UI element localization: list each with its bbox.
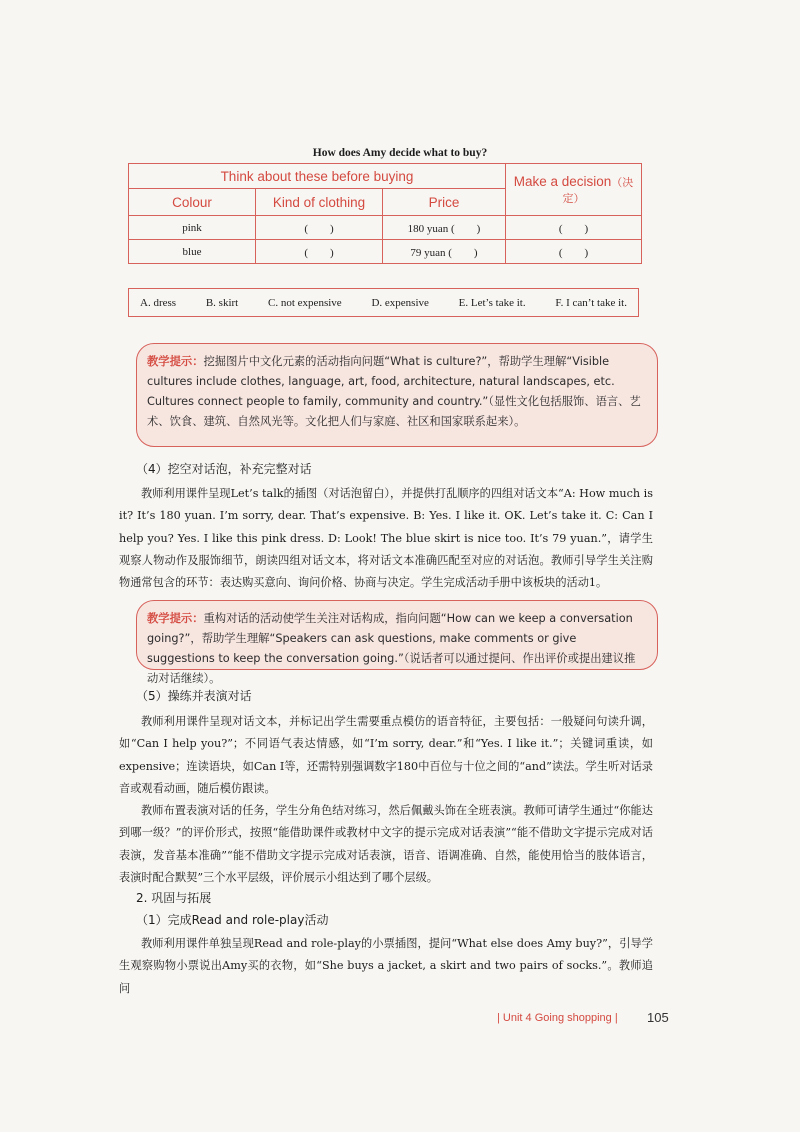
cell-decision: ( ): [506, 216, 642, 240]
section-heading: 2. 巩固与拓展: [136, 891, 212, 905]
table-row: [129, 240, 642, 264]
kind-header: Kind of clothing: [256, 189, 383, 216]
option-item: D. expensive: [371, 296, 429, 309]
decision-header: Make a decision（决定）: [506, 164, 642, 216]
paragraph: 教师利用课件呈现对话文本，并标记出学生需要重点模仿的语音特征，主要包括：一般疑问句读升调，如“Can I help you?”；不同语气表达情感，如“I’m sorry, dear.”和“Yes. I like it.”；关键词重读，如expensive；连读语块，如Can I等，还需特别强调数字180中百位与十位之间的“and”读法。学生听对话录音或观看动画，随后模仿跟读。: [119, 715, 653, 795]
paragraph: 教师利用课件呈现Let’s talk的插图（对话泡留白），并提供打乱顺序的四组对话文本“A: How much is it? It’s 180 yuan. I’m sorry, dear. That’s expensive. B: Yes. I like it. OK. Let’s take it. C: Can I help you? Yes. I like this pink dress. D: Look! The blue skirt is nice too. It’s 79 yuan.”，请学生观察人物动作及服饰细节，朗读四组对话文本，将对话文本准确匹配至对应的对话泡。教师引导学生关注购物通常包含的环节：表达购买意向、询问价格、协商与决定。学生完成活动手册中该板块的活动1。: [119, 487, 653, 590]
think-header: Think about these before buying: [129, 164, 506, 189]
tip-label: 教学提示：: [147, 612, 204, 625]
price-header: Price: [383, 189, 506, 216]
sub-heading: （1）完成Read and role-play活动: [136, 913, 329, 927]
teaching-tip-box: [136, 600, 658, 685]
cell-kind: ( ): [256, 216, 383, 240]
option-item: A. dress: [140, 296, 177, 309]
cell-price: 79 yuan ( ): [383, 240, 506, 264]
unit-label: | Unit 4 Going shopping |: [497, 1012, 618, 1024]
page-number: 105: [647, 1010, 669, 1025]
option-item: B. skirt: [205, 296, 239, 309]
option-item: E. Let’s take it.: [458, 296, 526, 309]
teaching-tip-box: [136, 343, 658, 447]
cell-price: 180 yuan ( ): [383, 216, 506, 240]
paragraph: 教师布置表演对话的任务，学生分角色结对练习，然后佩戴头饰在全班表演。教师可请学生通过“你能达到哪一级？”的评价形式，按照“能借助课件或教材中文字的提示完成对话表演”“能不借助文字提示完成对话表演，发音基本准确”“能不借助文字提示完成对话表演，语音、语调准确、自然，能使用恰当的肢体语言，表演时配合默契”三个水平层级，评价展示小组达到了哪个层级。: [119, 804, 653, 884]
answer-options-box: [128, 288, 639, 317]
colour-header: Colour: [129, 189, 256, 216]
tip-text: 重构对话的活动使学生关注对话构成，指向问题“How can we keep a conversation going?”，帮助学生理解“Speakers can ask questions, make comments or give suggestions to keep the conversation going.”（说话者可以通过提问、作出评价或提出建议推动对话继续）。: [147, 612, 636, 685]
section-heading: （5）操练并表演对话: [136, 689, 252, 703]
cell-colour: pink: [129, 216, 256, 240]
paragraph: 教师利用课件单独呈现Read and role-play的小票插图，提问“What else does Amy buy?”，引导学生观察购物小票说出Amy买的衣物，如“She buys a jacket, a skirt and two pairs of socks.”。教师追问: [119, 937, 653, 995]
cell-decision: ( ): [506, 240, 642, 264]
section-heading: （4）挖空对话泡，补充完整对话: [136, 462, 312, 476]
option-item: C. not expensive: [268, 296, 342, 309]
table-row: [129, 216, 642, 240]
tip-label: 教学提示：: [147, 355, 204, 368]
tip-text: 挖掘图片中文化元素的活动指向问题“What is culture?”，帮助学生理解“Visible cultures include clothes, language, art, food, architecture, natural landscapes, etc. Cultures connect people to family, community and country.”（显性文化包括服饰、语言、艺术、饮食、建筑、自然风光等。文化把人们与家庭、社区和国家联系起来）。: [147, 355, 641, 428]
option-item: F. I can’t take it.: [555, 296, 627, 309]
cell-kind: ( ): [256, 240, 383, 264]
table-title: How does Amy decide what to buy?: [312, 147, 488, 159]
decision-table: [128, 163, 642, 264]
cell-colour: blue: [129, 240, 256, 264]
